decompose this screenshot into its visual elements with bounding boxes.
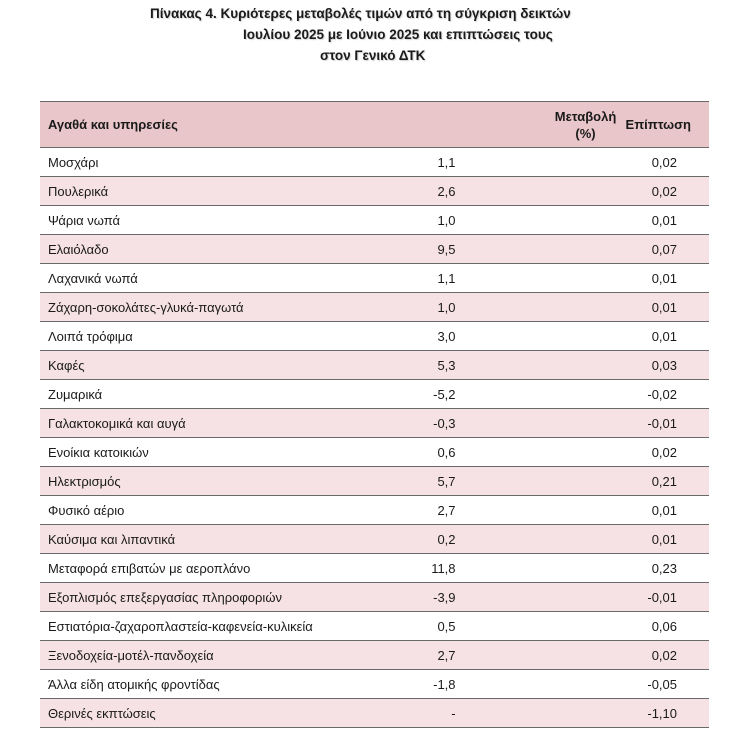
cell-item: Καύσιμα και λιπαντικά	[40, 525, 417, 554]
cell-item: Φυσικό αέριο	[40, 496, 417, 525]
cell-item: Εξοπλισμός επεξεργασίας πληροφοριών	[40, 583, 417, 612]
cell-item: Μεταφορά επιβατών με αεροπλάνο	[40, 554, 417, 583]
cell-item: Ενοίκια κατοικιών	[40, 438, 417, 467]
cell-change: 1,1	[417, 148, 626, 177]
cell-impact: -0,01	[626, 583, 709, 612]
cell-change: -5,2	[417, 380, 626, 409]
cell-impact: 0,02	[626, 438, 709, 467]
table-row	[40, 322, 709, 351]
header-goods: Αγαθά και υπηρεσίες	[40, 102, 417, 148]
cell-impact: 0,01	[626, 293, 709, 322]
table-row	[40, 409, 709, 438]
price-changes-table	[40, 101, 709, 728]
cell-item: Λοιπά τρόφιμα	[40, 322, 417, 351]
cell-change: -	[417, 699, 626, 728]
cell-impact: -0,02	[626, 380, 709, 409]
cell-impact: 0,02	[626, 177, 709, 206]
table-row	[40, 264, 709, 293]
cell-change: 1,0	[417, 206, 626, 235]
cell-change: 2,7	[417, 496, 626, 525]
cell-change: -3,9	[417, 583, 626, 612]
title-line-2: Ιουλίου 2025 με Ιούνιο 2025 και επιπτώσεις τους	[243, 27, 553, 42]
cell-change: 5,3	[417, 351, 626, 380]
cell-item: Εστιατόρια-ζαχαροπλαστεία-καφενεία-κυλικεία	[40, 612, 417, 641]
cell-impact: 0,01	[626, 496, 709, 525]
cell-impact: 0,07	[626, 235, 709, 264]
table-row	[40, 148, 709, 177]
cell-impact: -1,10	[626, 699, 709, 728]
cell-item: Καφές	[40, 351, 417, 380]
cell-change: 1,1	[417, 264, 626, 293]
cell-item: Άλλα είδη ατομικής φροντίδας	[40, 670, 417, 699]
cell-item: Θερινές εκπτώσεις	[40, 699, 417, 728]
table-header	[40, 102, 709, 148]
cell-impact: -0,05	[626, 670, 709, 699]
table-row	[40, 583, 709, 612]
cell-change: 0,2	[417, 525, 626, 554]
table-row	[40, 699, 709, 728]
cell-item: Ηλεκτρισμός	[40, 467, 417, 496]
cell-change: -1,8	[417, 670, 626, 699]
header-change	[417, 102, 626, 148]
cell-change: 2,6	[417, 177, 626, 206]
cell-item: Γαλακτοκομικά και αυγά	[40, 409, 417, 438]
cell-item: Ζυμαρικά	[40, 380, 417, 409]
table-row	[40, 496, 709, 525]
cell-impact: -0,01	[626, 409, 709, 438]
cell-change: 3,0	[417, 322, 626, 351]
cell-change: 1,0	[417, 293, 626, 322]
cell-change: 0,6	[417, 438, 626, 467]
table-body	[40, 148, 709, 728]
cell-item: Ψάρια νωπά	[40, 206, 417, 235]
table-row	[40, 670, 709, 699]
cell-impact: 0,06	[626, 612, 709, 641]
title-line-1: Πίνακας 4. Κυριότερες μεταβολές τιμών από τη σύγκριση δεικτών	[150, 6, 571, 21]
cell-change: 9,5	[417, 235, 626, 264]
cell-item: Μοσχάρι	[40, 148, 417, 177]
header-change-line1: Μεταβολή	[554, 108, 617, 124]
cell-item: Ελαιόλαδο	[40, 235, 417, 264]
cell-item: Ζάχαρη-σοκολάτες-γλυκά-παγωτά	[40, 293, 417, 322]
cell-impact: 0,23	[626, 554, 709, 583]
table-row	[40, 235, 709, 264]
table-row	[40, 467, 709, 496]
cell-impact: 0,02	[626, 148, 709, 177]
table-row	[40, 612, 709, 641]
header-impact: Επίπτωση	[626, 102, 709, 148]
title-line-3: στον Γενικό ΔΤΚ	[320, 48, 426, 63]
cell-change: 0,5	[417, 612, 626, 641]
table-row	[40, 206, 709, 235]
table-row	[40, 641, 709, 670]
table-row	[40, 351, 709, 380]
cell-change: -0,3	[417, 409, 626, 438]
header-row	[40, 102, 709, 148]
cell-impact: 0,02	[626, 641, 709, 670]
cell-change: 2,7	[417, 641, 626, 670]
cell-impact: 0,01	[626, 206, 709, 235]
table-row	[40, 554, 709, 583]
header-change-line2: (%)	[575, 125, 596, 141]
table-row	[40, 438, 709, 467]
cell-impact: 0,03	[626, 351, 709, 380]
cell-impact: 0,01	[626, 264, 709, 293]
table-row	[40, 380, 709, 409]
cell-change: 11,8	[417, 554, 626, 583]
cell-item: Ξενοδοχεία-μοτέλ-πανδοχεία	[40, 641, 417, 670]
cell-item: Πουλερικά	[40, 177, 417, 206]
cell-item: Λαχανικά νωπά	[40, 264, 417, 293]
cell-change: 5,7	[417, 467, 626, 496]
cell-impact: 0,01	[626, 525, 709, 554]
table-row	[40, 177, 709, 206]
cell-impact: 0,21	[626, 467, 709, 496]
cell-impact: 0,01	[626, 322, 709, 351]
table-row	[40, 525, 709, 554]
table-row	[40, 293, 709, 322]
